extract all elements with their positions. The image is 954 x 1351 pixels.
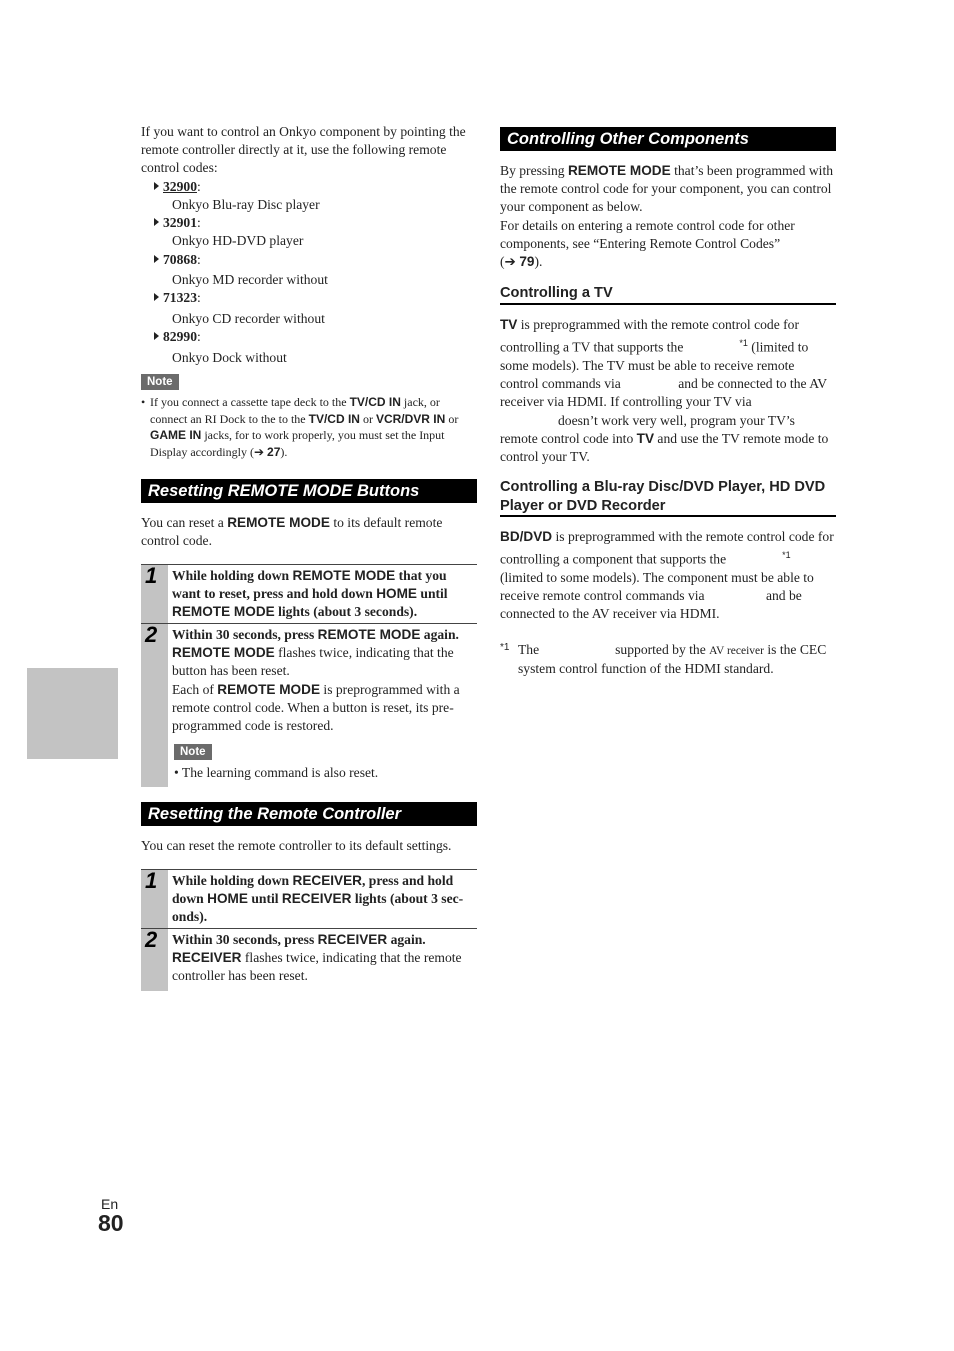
note-text: • If you connect a cassette tape deck to the TV/CD IN jack, or connect an RI Dock to the to the TV/CD IN or VCR/DVR IN or GAME IN jacks, for to work properly, you must set the Input Display accordingly (➔ 27). — [141, 395, 459, 459]
reset-mode-step-2: 2 Within 30 seconds, press REMOTE MODE again. REMOTE MODE flashes twice, indicating that the button has been reset. Each of REMOTE MODE is preprogrammed with a remote control code. When a button is reset, its pre-programmed code is restored. Note • The learning command is also reset. — [141, 623, 477, 787]
code-item-1: 32900: — [154, 178, 201, 196]
reset-mode-step-1: 1 While holding down REMOTE MODE that you want to reset, press and hold down HOME until REMOTE MODE lights (about 3 seconds). — [141, 564, 477, 623]
bd-heading: Controlling a Blu-ray Disc/DVD Player, HD DVD Player or DVD Recorder — [500, 478, 836, 517]
section-heading-reset-mode: Resetting REMOTE MODE Buttons — [141, 479, 477, 503]
step-note-label: Note — [174, 744, 212, 760]
code-item-4: 71323: — [154, 289, 201, 307]
reset-remote-step-2: 2 Within 30 seconds, press RECEIVER again. RECEIVER flashes twice, indicating that the remote controller has been reset. — [141, 928, 477, 991]
reset-mode-intro: You can reset a REMOTE MODE to its default remote control code. — [141, 515, 443, 549]
code-item-5: 82990: — [154, 328, 201, 346]
tv-body: TV is preprogrammed with the remote control code for controlling a TV that supports the $^{*1}$ (limited to some models). The TV must be able to receive remote control commands via and be connected to the AV receiver via HDMI. If controlling your TV via doesn’t work very well, program your TV’s remote control code into TV and use the TV remote mode to control your TV. — [500, 317, 829, 464]
code-desc-3: Onkyo MD recorder without — [172, 272, 328, 287]
other-intro: By pressing REMOTE MODE that’s been programmed with the remote control code for your component, you can control your component as below. For details on entering a remote control code for other components, see “Entering Remote Control Codes” (➔ 79). — [500, 163, 834, 270]
reset-remote-step-1: 1 While holding down RECEIVER, press and hold down HOME until RECEIVER lights (about 3 sec-onds). — [141, 869, 477, 928]
page-number: 80 — [98, 1210, 124, 1236]
code-desc-2: Onkyo HD-DVD player — [172, 233, 304, 248]
code-desc-4: Onkyo CD recorder without — [172, 311, 325, 326]
section-heading-reset-remote: Resetting the Remote Controller — [141, 802, 477, 826]
code-desc-1: Onkyo Blu-ray Disc player — [172, 197, 320, 212]
page-language: En — [101, 1196, 119, 1212]
intro-text: If you want to control an Onkyo component by pointing the remote controller directly at it, use the following remote control codes: — [141, 124, 466, 176]
chapter-tab — [27, 668, 118, 759]
footnote: *1 The supported by the AV receiver is the CEC system control function of the HDMI standard. — [500, 642, 827, 677]
bd-body: BD/DVD is preprogrammed with the remote control code for controlling a component that supports the $^{*1}$ (limited to some models). The component must be able to receive remote control commands via and be connected to the AV receiver via HDMI. — [500, 529, 834, 622]
code-item-3: 70868: — [154, 251, 201, 269]
note-label: Note — [141, 374, 179, 390]
tv-heading: Controlling a TV — [500, 284, 836, 305]
reset-remote-intro: You can reset the remote controller to its default settings. — [141, 838, 452, 853]
code-desc-5: Onkyo Dock without — [172, 350, 287, 365]
step-note-text: • The learning command is also reset. — [174, 765, 379, 780]
section-heading-other: Controlling Other Components — [500, 127, 836, 151]
code-item-2: 32901: — [154, 214, 201, 232]
